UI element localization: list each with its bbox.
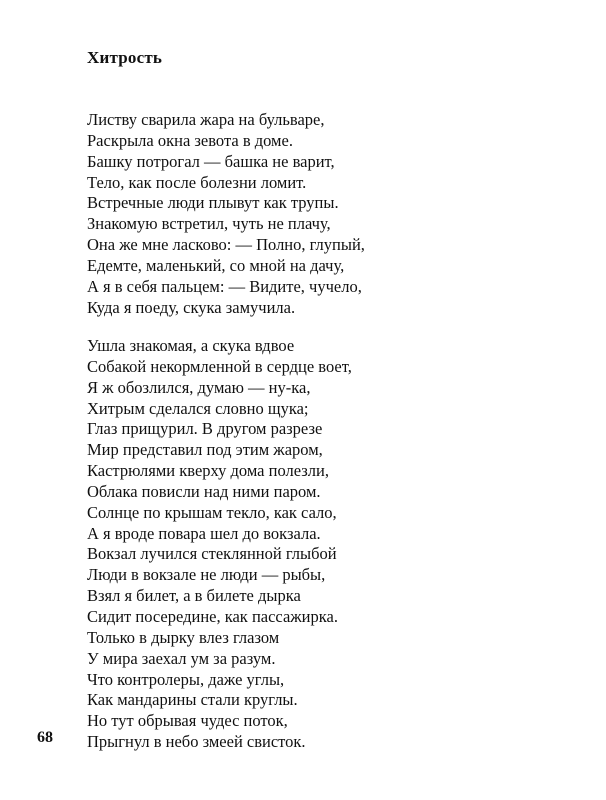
- poem-line: Только в дырку влез глазом: [87, 627, 280, 647]
- poem-title: Хитрость: [87, 48, 163, 67]
- poem-line: Я ж обозлился, думаю — ну-ка,: [87, 377, 311, 397]
- poem-line: Глаз прищурил. В другом разрезе: [87, 419, 323, 439]
- poem-line: Вокзал лучился стеклянной глыбой: [87, 544, 337, 564]
- poem-line: Ушла знакомая, а скука вдвое: [87, 336, 295, 355]
- poem-line: Листву сварила жара на бульваре,: [87, 110, 325, 129]
- page-number: 68: [37, 729, 53, 746]
- poem-line: Едемте, маленький, со мной на дачу,: [87, 255, 345, 275]
- poem-line: Прыгнул в небо змеей свисток.: [87, 732, 306, 752]
- poem-line: Что контролеры, даже углы,: [87, 669, 285, 689]
- poem-line: Но тут обрывая чудес поток,: [87, 711, 288, 731]
- poem-line: Раскрыла окна зевота в доме.: [87, 130, 293, 150]
- poem-line: А я вроде повара шел до вокзала.: [87, 523, 321, 543]
- poem-line: Как мандарины стали круглы.: [87, 690, 298, 710]
- poem-line: Облака повисли над ними паром.: [87, 481, 321, 501]
- poem-line: Мир представил под этим жаром,: [87, 440, 323, 460]
- stanza-1: [87, 110, 365, 318]
- poem-line: Башку потрогал — башка не варит,: [87, 151, 335, 171]
- poem-line: Она же мне ласково: — Полно, глупый,: [87, 235, 365, 255]
- poem-line: А я в себя пальцем: — Видите, чучело,: [87, 276, 362, 296]
- poem-line: Знакомую встретил, чуть не плачу,: [87, 214, 331, 234]
- stanza-2: [87, 336, 352, 753]
- poem-line: Встречные люди плывут как трупы.: [87, 193, 339, 213]
- poem-line: Солнце по крышам текло, как сало,: [87, 502, 337, 522]
- poem-line: Собакой некормленной в сердце воет,: [87, 356, 352, 376]
- poem-line: Сидит посередине, как пассажирка.: [87, 606, 338, 626]
- poem-line: Тело, как после болезни ломит.: [87, 172, 307, 192]
- poem-line: Куда я поеду, скука замучила.: [87, 297, 296, 317]
- poem-line: Кастрюлями кверху дома полезли,: [87, 461, 329, 481]
- poem-line: Взял я билет, а в билете дырка: [87, 586, 301, 606]
- poem-line: Люди в вокзале не люди — рыбы,: [87, 565, 326, 585]
- poem-line: Хитрым сделался словно щука;: [87, 398, 309, 418]
- poem-line: У мира заехал ум за разум.: [87, 648, 276, 668]
